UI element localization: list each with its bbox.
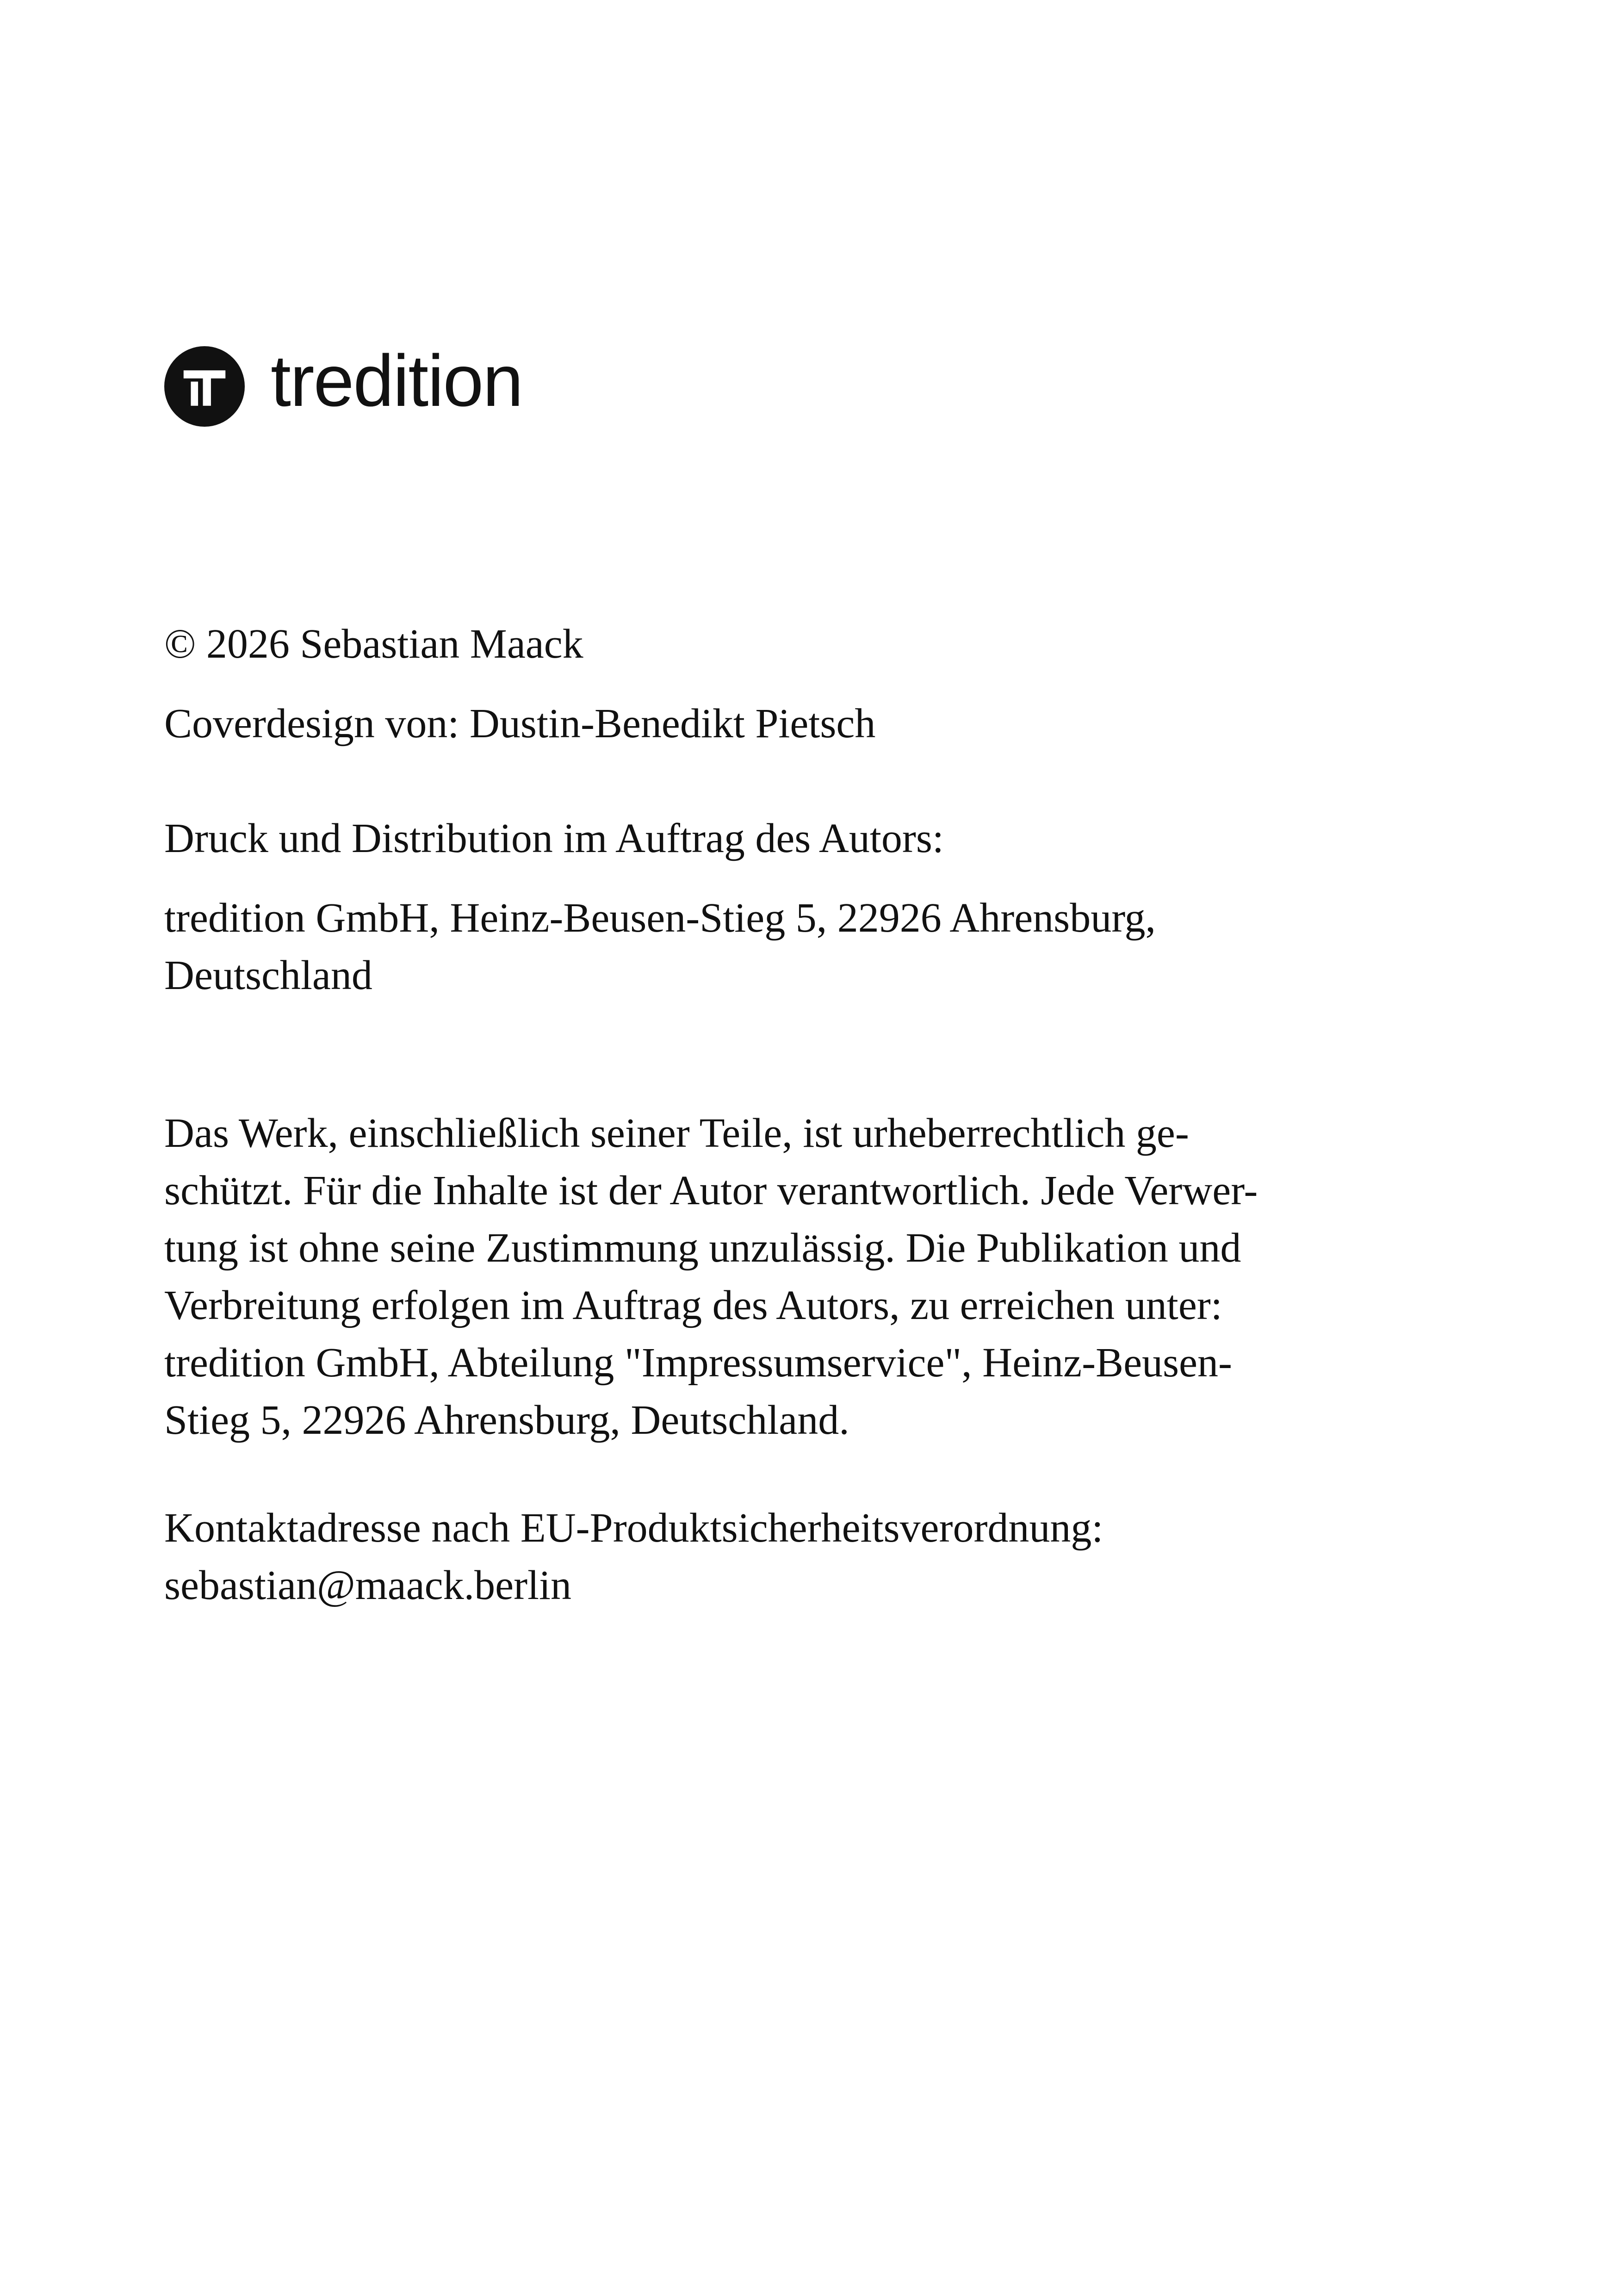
- contact-email: sebastian@maack.berlin: [164, 1562, 572, 1608]
- copyright-line: © 2026 Sebastian Maack: [164, 621, 583, 667]
- contact-block: [164, 1500, 1441, 1614]
- distribution-heading: Druck und Distribution im Auftrag des Autors:: [164, 815, 944, 861]
- distribution-address-line: Deutschland: [164, 952, 372, 998]
- distribution-address-line: tredition GmbH, Heinz-Beusen-Stieg 5, 22926 Ahrensburg,: [164, 895, 1156, 941]
- legal-notice-line: Das Werk, einschließlich seiner Teile, ist urheberrechtlich ge-: [164, 1110, 1189, 1156]
- legal-notice-line: Verbreitung erfolgen im Auftrag des Autors, zu erreichen unter:: [164, 1282, 1222, 1328]
- legal-notice: [164, 1105, 1441, 1449]
- contact-heading: Kontaktadresse nach EU-Produktsicherheitsverordnung:: [164, 1505, 1103, 1551]
- publisher-logo-text: tredition: [271, 340, 523, 422]
- distribution-address: [164, 890, 1441, 1004]
- cover-design-credit: Coverdesign von: Dustin-Benedikt Pietsch: [164, 701, 876, 747]
- publisher-logo: [164, 340, 523, 427]
- legal-notice-line: tung ist ohne seine Zustimmung unzulässig. Die Publikation und: [164, 1225, 1241, 1271]
- legal-notice-line: tredition GmbH, Abteilung "Impressumservice", Heinz-Beusen-: [164, 1340, 1232, 1386]
- tredition-logo-icon: [164, 346, 245, 427]
- legal-notice-line: Stieg 5, 22926 Ahrensburg, Deutschland.: [164, 1397, 849, 1443]
- legal-notice-line: schützt. Für die Inhalte ist der Autor verantwortlich. Jede Verwer-: [164, 1168, 1258, 1213]
